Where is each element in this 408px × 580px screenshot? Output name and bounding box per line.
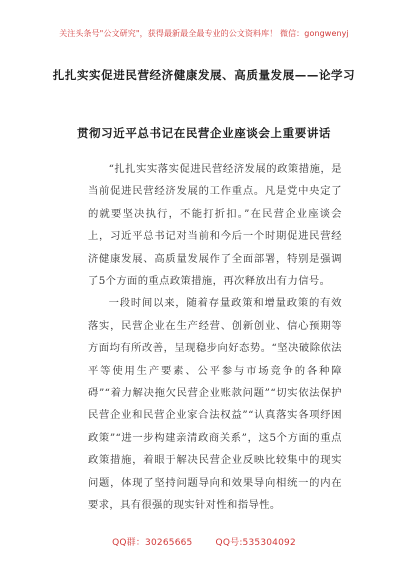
header-promo-note: 关注头条号"公文研究"，获得最新最全最专业的公文资料库！ 微信：gongwenyj — [59, 29, 349, 38]
document-title-line2: 贯彻习近平总书记在民营企业座谈会上重要讲话 — [76, 126, 332, 140]
footer-qq-group: QQ群：30265665 — [112, 538, 193, 548]
document-body — [88, 158, 342, 517]
footer-contact — [0, 535, 408, 548]
document-title-line1: 扎扎实实促进民营经济健康发展、高质量发展——论学习 — [52, 68, 356, 82]
body-paragraph-2: 一段时间以来，随着存量政策和增量政策的有效落实，民营企业在生产经营、创新创业、信心预期等方面均有所改善，呈现稳步向好态势。“坚决破除依法平等使用生产要素、公平参与市场竞争的各种障碍”“着力解决拖欠民营企业账款问题”“切实依法保护民营企业和民营企业家合法权益”“认真落实各项纾困政策”“进一步构建亲清政商关系”，这5个方面的重点政策措施，着眼于解决民营企业反映比较集中的现实问题，体现了坚持问题导向和效果导向相统一的内在要求，具有很强的现实针对性和指导性。 — [88, 297, 342, 512]
body-paragraph-1: “扎扎实实落实促进民营经济发展的政策措施，是当前促进民营经济发展的工作重点。凡是党中央定了的就要坚决执行，不能打折扣。”在民营企业座谈会上，习近平总书记对当前和今后一个时期促进民营经济健康发展、高质量发展作了全面部署，特别是强调了5个方面的重点政策措施，再次释放出有力信号。 — [88, 163, 342, 288]
footer-qq-number: QQ号:535304092 — [215, 538, 296, 548]
